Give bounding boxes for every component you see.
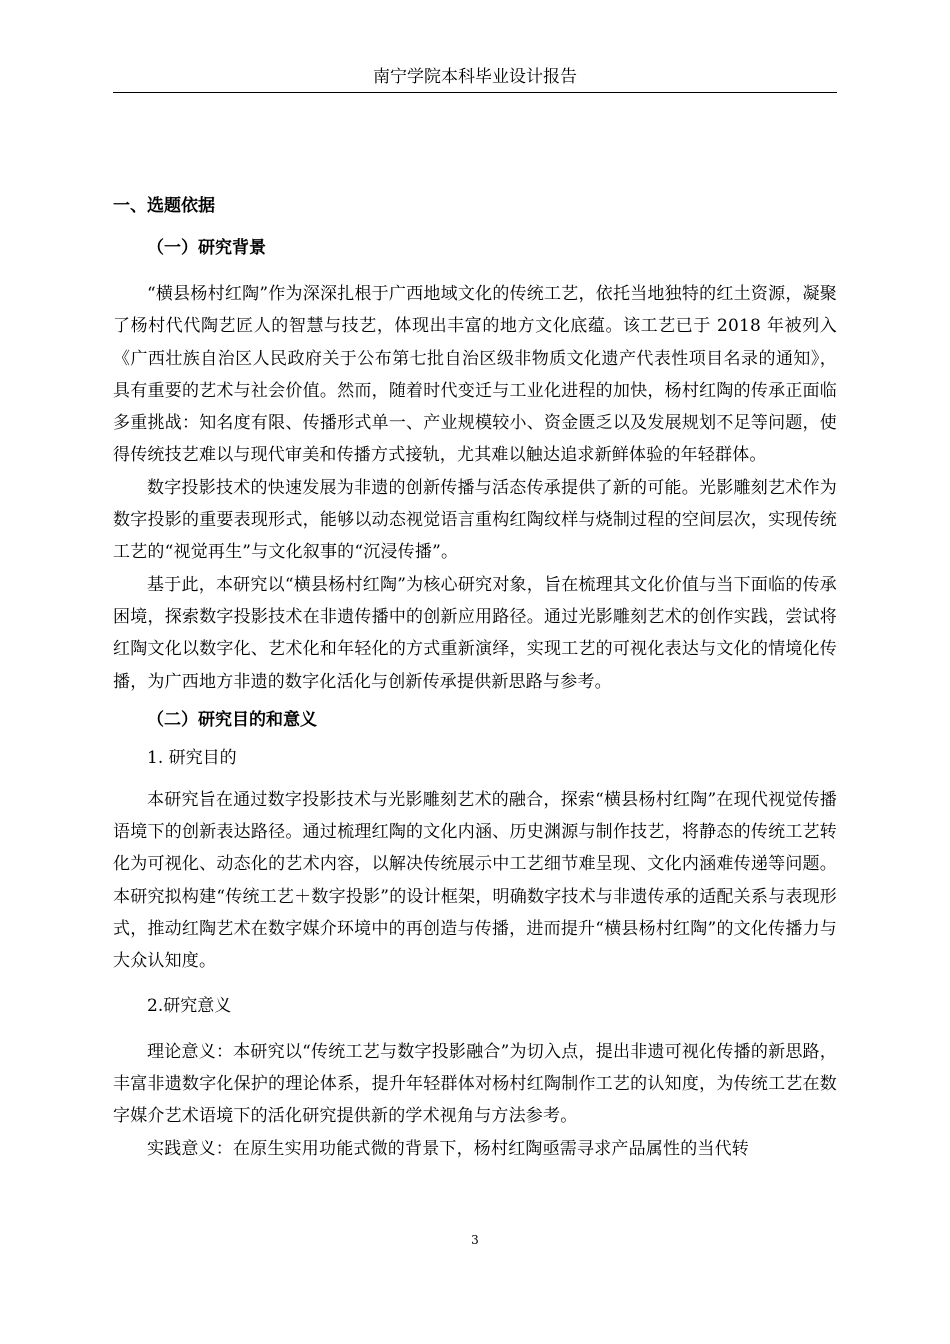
- section-heading-1: 一、选题依据: [113, 196, 215, 216]
- page-number: 3: [471, 1233, 479, 1247]
- subsection-heading-background: （一）研究背景: [147, 238, 266, 258]
- page-body: [113, 190, 837, 1165]
- paragraph-background-3: 基于此，本研究以“横县杨村红陶”为核心研究对象，旨在梳理其文化价值与当下面临的传承困境，探索数字投影技术在非遗传播中的创新应用路径。通过光影雕刻艺术的创作实践，尝试将红陶文化以数字化、艺术化和年轻化的方式重新演绎，实现工艺的可视化表达与文化的情境化传播，为广西地方非遗的数字化活化与创新传承提供新思路与参考。: [113, 574, 837, 692]
- header-rule: [113, 92, 837, 93]
- heading-research-significance: 2.研究意义: [147, 995, 232, 1016]
- heading-research-purpose: 1. 研究目的: [147, 747, 237, 768]
- running-header: 南宁学院本科毕业设计报告: [373, 67, 577, 87]
- paragraph-background-2: 数字投影技术的快速发展为非遗的创新传播与活态传承提供了新的可能。光影雕刻艺术作为数字投影的重要表现形式，能够以动态视觉语言重构红陶纹样与烧制过程的空间层次，实现传统工艺的“视觉再生”与文化叙事的“沉浸传播”。: [113, 477, 837, 563]
- paragraph-purpose-1: 本研究旨在通过数字投影技术与光影雕刻艺术的融合，探索“横县杨村红陶”在现代视觉传播语境下的创新表达路径。通过梳理红陶的文化内涵、历史渊源与制作技艺，将静态的传统工艺转化为可视化、动态化的艺术内容，以解决传统展示中工艺细节难呈现、文化内涵难传递等问题。本研究拟构建“传统工艺＋数字投影”的设计框架，明确数字技术与非遗传承的适配关系与表现形式，推动红陶艺术在数字媒介环境中的再创造与传播，进而提升“横县杨村红陶”的文化传播力与大众认知度。: [113, 789, 837, 972]
- paragraph-background-1: “横县杨村红陶”作为深深扎根于广西地域文化的传统工艺，依托当地独特的红土资源，凝聚了杨村代代陶艺匠人的智慧与技艺，体现出丰富的地方文化底蕴。该工艺已于 2018 年被列入《广西壮族自治区人民政府关于公布第七批自治区级非物质文化遗产代表性项目名录的通知》，具有重要的艺术与社会价值。然而，随着时代变迁与工业化进程的加快，杨村红陶的传承正面临多重挑战：知名度有限、传播形式单一、产业规模较小、资金匮乏以及发展规划不足等问题，使得传统技艺难以与现代审美和传播方式接轨，尤其难以触达追求新鲜体验的年轻群体。: [113, 284, 837, 466]
- paragraph-significance-practice: 实践意义：在原生实用功能式微的背景下，杨村红陶亟需寻求产品属性的当代转: [147, 1138, 749, 1159]
- paragraph-significance-theory: 理论意义：本研究以“传统工艺与数字投影融合”为切入点，提出非遗可视化传播的新思路，丰富非遗数字化保护的理论体系，提升年轻群体对杨村红陶制作工艺的认知度，为传统工艺在数字媒介艺术语境下的活化研究提供新的学术视角与方法参考。: [113, 1041, 837, 1127]
- subsection-heading-purpose-significance: （二）研究目的和意义: [147, 709, 317, 730]
